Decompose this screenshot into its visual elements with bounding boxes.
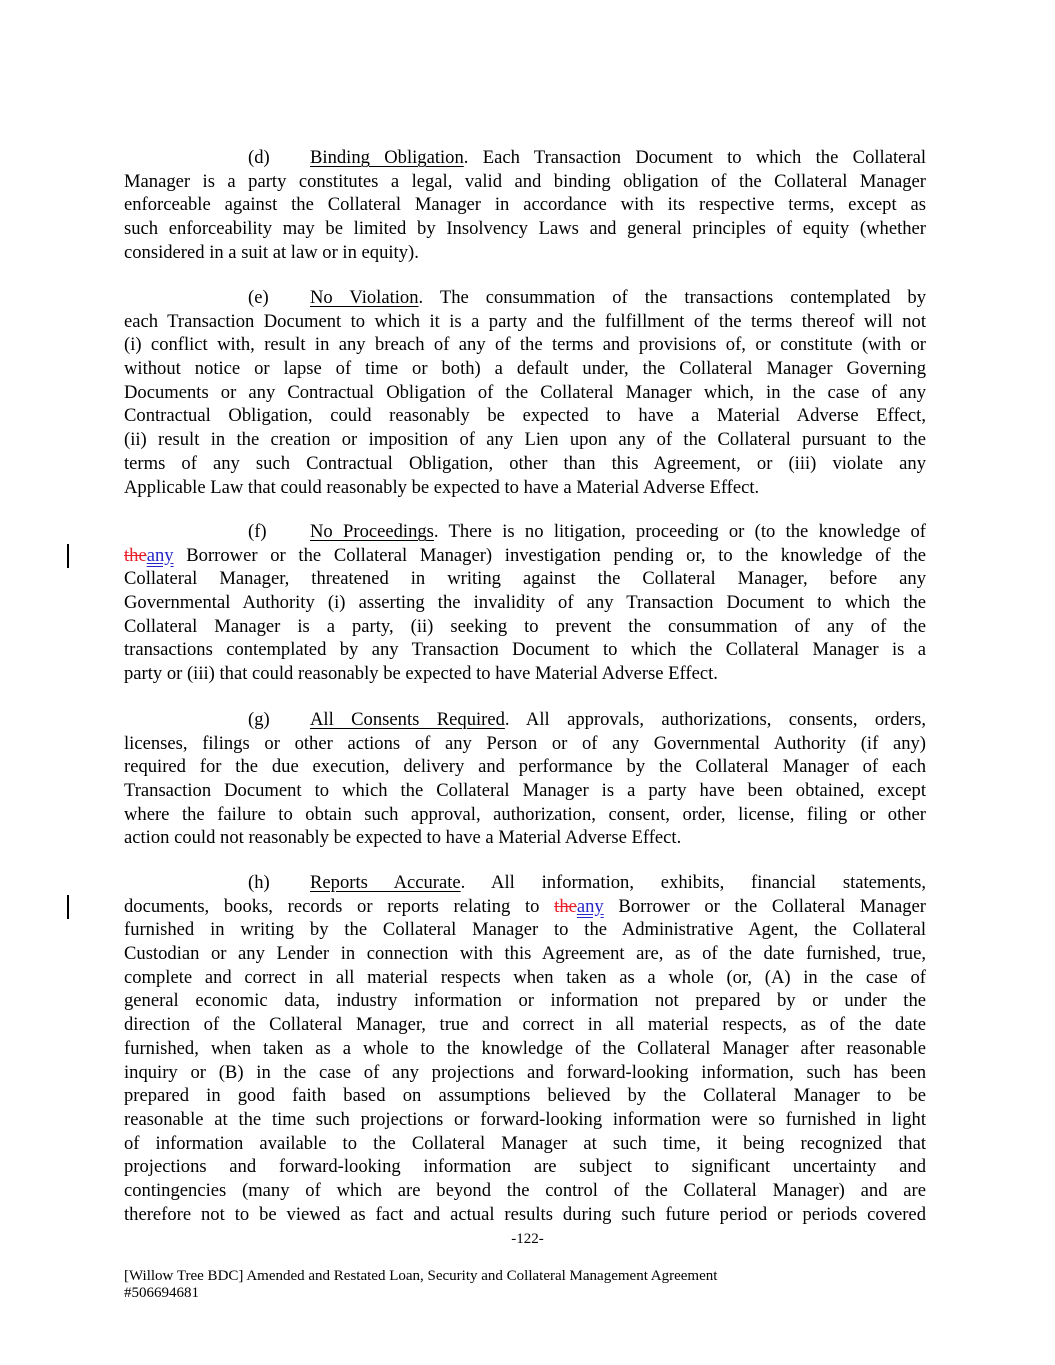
section-label: (d) (248, 147, 270, 168)
paragraph-line: of information available to the Collateral Manager at such time, it being recognized that (124, 1132, 926, 1154)
line-text: . All approvals, authorizations, consents, orders, (504, 709, 926, 730)
paragraph-line: considered in a suit at law or in equity). (124, 241, 419, 263)
document-footer (124, 1268, 717, 1302)
paragraph-line (124, 544, 926, 568)
paragraph-line (124, 520, 926, 544)
section-label: (g) (248, 709, 270, 730)
section-heading: No Proceedings (310, 521, 434, 542)
paragraph-line: Manager is a party constitutes a legal, valid and binding obligation of the Collateral Manager (124, 170, 926, 192)
section-e-no-violation (124, 286, 926, 499)
section-heading: Reports Accurate (310, 872, 461, 893)
section-heading: No Violation (310, 287, 419, 308)
paragraph-line: Documents or any Contractual Obligation of the Collateral Manager which, in the case of any (124, 381, 926, 403)
line-text: Borrower or the Collateral Manager (603, 895, 926, 917)
paragraph-line (124, 895, 926, 919)
tracked-insertion: any (146, 544, 174, 566)
section-h-reports-accurate (124, 871, 926, 1226)
paragraph-line: without notice or lapse of time or both) a default under, the Collateral Manager Governing (124, 358, 926, 380)
section-heading: Binding Obligation (310, 147, 464, 168)
paragraph-line: (i) conflict with, result in any breach of any of the terms and provisions of, or constitute (with or (124, 334, 926, 356)
paragraph-line: contingencies (many of which are beyond the control of the Collateral Manager) and are (124, 1179, 926, 1201)
paragraph-line: Governmental Authority (i) asserting the invalidity of any Transaction Document to which the (124, 592, 926, 614)
footer-doc-id: #506694681 (124, 1285, 199, 1301)
paragraph-line: projections and forward-looking information are subject to significant uncertainty and (124, 1156, 926, 1178)
line-text: Borrower or the Collateral Manager) investigation pending or, to the knowledge of the (173, 544, 926, 566)
paragraph-line: direction of the Collateral Manager, true and correct in all material respects, as of the date (124, 1014, 926, 1036)
paragraph-line: Collateral Manager is a party, (ii) seeking to prevent the consummation of any of the (124, 615, 926, 637)
paragraph-line: enforceable against the Collateral Manager in accordance with its respective terms, except as (124, 194, 926, 216)
paragraph-line: Transaction Document to which the Collateral Manager is a party have been obtained, except (124, 780, 926, 802)
section-g-all-consents-required (124, 708, 926, 850)
line-text: . The consummation of the transactions contemplated by (418, 287, 927, 308)
line-text: documents, books, records or reports relating to (124, 895, 555, 917)
tracked-insertion: any (576, 895, 604, 917)
line-text: . All information, exhibits, financial statements, (460, 872, 926, 893)
paragraph-line (124, 708, 926, 732)
section-heading: All Consents Required (310, 709, 505, 730)
paragraph-line: complete and correct in all material respects when taken as a whole (or, (A) in the case of (124, 966, 926, 988)
section-label: (h) (248, 872, 270, 893)
paragraph-line (124, 146, 926, 170)
paragraph-line: action could not reasonably be expected to have a Material Adverse Effect. (124, 827, 682, 849)
paragraph-line: Contractual Obligation, could reasonably be expected to have a Material Adverse Effect, (124, 405, 926, 427)
paragraph-line: required for the due execution, delivery and performance by the Collateral Manager of each (124, 756, 926, 778)
paragraph-line: furnished in writing by the Collateral Manager to the Administrative Agent, the Collateral (124, 919, 926, 941)
paragraph-line: Collateral Manager, threatened in writing against the Collateral Manager, before any (124, 568, 926, 590)
paragraph-line: prepared in good faith based on assumptions believed by the Collateral Manager to be (124, 1085, 926, 1107)
paragraph-line: inquiry or (B) in the case of any projections and forward-looking information, such has been (124, 1061, 926, 1083)
line-text: . Each Transaction Document to which the Collateral (463, 147, 926, 168)
section-f-no-proceedings (124, 520, 926, 686)
paragraph-line: Custodian or any Lender in connection with this Agreement are, as of the date furnished, true, (124, 943, 926, 965)
tracked-deletion: the (124, 544, 147, 566)
revision-change-bar (67, 895, 69, 919)
tracked-deletion: the (554, 895, 577, 917)
paragraph-line: such enforceability may be limited by Insolvency Laws and general principles of equity (whether (124, 218, 926, 240)
paragraph-line: general economic data, industry information or information not prepared by or under the (124, 990, 926, 1012)
section-label: (e) (248, 287, 269, 308)
paragraph-line: where the failure to obtain such approval, authorization, consent, order, license, filing or other (124, 803, 926, 825)
section-label: (f) (248, 521, 267, 542)
footer-title: [Willow Tree BDC] Amended and Restated Loan, Security and Collateral Management Agreement (124, 1268, 718, 1284)
section-d-binding-obligation (124, 146, 926, 264)
revision-change-bar (67, 544, 69, 568)
paragraph-line: Applicable Law that could reasonably be expected to have a Material Adverse Effect. (124, 476, 760, 498)
paragraph-line: party or (iii) that could reasonably be expected to have Material Adverse Effect. (124, 663, 718, 685)
paragraph-line: terms of any such Contractual Obligation, other than this Agreement, or (iii) violate any (124, 452, 926, 474)
paragraph-line: each Transaction Document to which it is a party and the fulfillment of the terms thereof will not (124, 310, 926, 332)
paragraph-line (124, 286, 926, 310)
paragraph-line: furnished, when taken as a whole to the knowledge of the Collateral Manager after reasonable (124, 1037, 926, 1059)
paragraph-line: therefore not to be viewed as fact and actual results during such future period or periods covered (124, 1203, 926, 1225)
paragraph-line: (ii) result in the creation or imposition of any Lien upon any of the Collateral pursuant to the (124, 429, 926, 451)
paragraph-line: transactions contemplated by any Transaction Document to which the Collateral Manager is a (124, 639, 926, 661)
line-text: . There is no litigation, proceeding or (to the knowledge of (433, 521, 926, 542)
paragraph-line (124, 871, 926, 895)
page-number: -122- (511, 1231, 544, 1247)
paragraph-line: licenses, filings or other actions of any Person or of any Governmental Authority (if any) (124, 732, 926, 754)
paragraph-line: reasonable at the time such projections or forward-looking information were so furnished in light (124, 1108, 926, 1130)
